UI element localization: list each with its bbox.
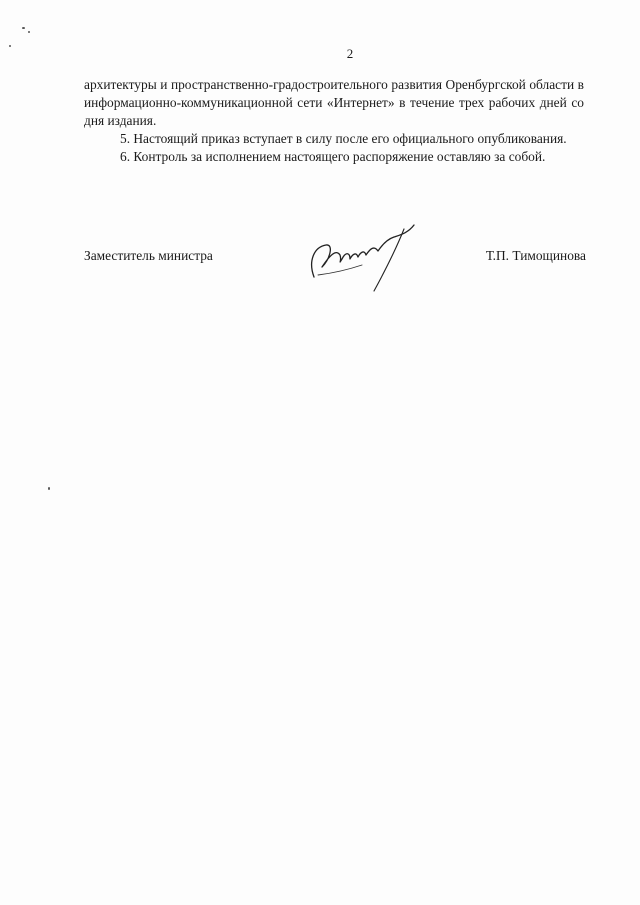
scan-speck — [22, 27, 25, 29]
paragraph-item-6: 6. Контроль за исполнением настоящего распоряжение оставляю за собой. — [120, 149, 546, 164]
paragraph-continuation: архитектуры и пространственно-градостроительного развития Оренбургской области в информационно-коммуникационной сети «Интернет» в течение трех рабочих дней со дня издания. — [84, 77, 584, 128]
scan-speck — [48, 487, 50, 490]
scan-speck — [28, 31, 30, 33]
page-number: 2 — [346, 46, 354, 61]
signatory-name: Т.П. Тимощинова — [485, 248, 586, 263]
document-body — [84, 76, 584, 166]
signatory-position: Заместитель министра — [84, 248, 213, 263]
paragraph-item-5: 5. Настоящий приказ вступает в силу после его официального опубликования. — [120, 131, 567, 146]
scan-speck — [9, 45, 11, 47]
handwritten-signature — [300, 215, 420, 295]
